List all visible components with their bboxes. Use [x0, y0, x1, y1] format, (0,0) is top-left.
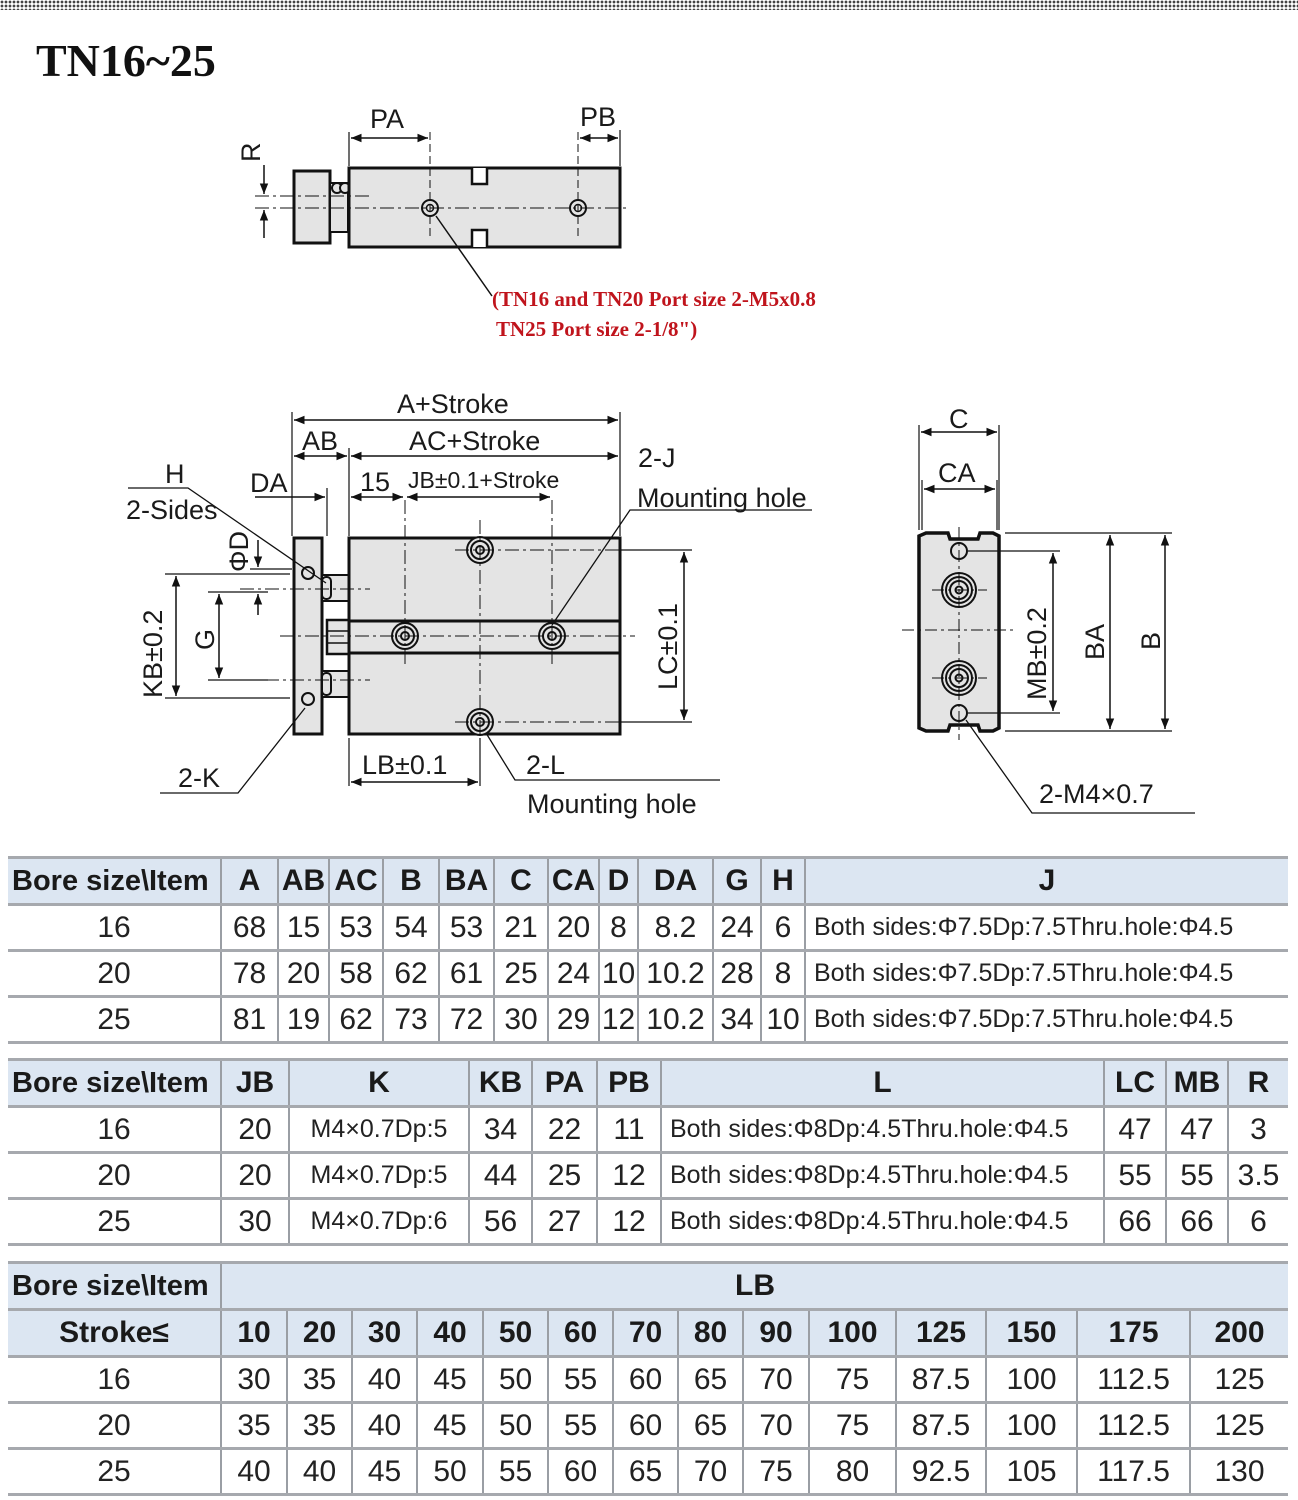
table-cell: 34 [713, 997, 761, 1043]
label-2-k: 2-K [178, 763, 221, 793]
table-cell: 54 [383, 905, 439, 951]
table-cell: 35 [221, 1403, 287, 1449]
column-header: B [383, 858, 439, 905]
stroke-header: 30 [352, 1310, 417, 1357]
table-cell: 55 [548, 1403, 613, 1449]
table-header-row [8, 1060, 1288, 1107]
table-cell: 125 [1190, 1403, 1288, 1449]
column-header: LC [1104, 1060, 1166, 1107]
bore-size-cell: 20 [8, 1153, 221, 1199]
column-header: K [289, 1060, 469, 1107]
table-cell: 47 [1166, 1107, 1228, 1153]
label-thread: 2-M4×0.7 [1039, 779, 1154, 809]
table-3-body [8, 1357, 1288, 1495]
table-cell: 21 [494, 905, 548, 951]
table-cell: 40 [287, 1449, 352, 1495]
column-header: KB [469, 1060, 532, 1107]
label-ab: AB [302, 426, 339, 456]
table-cell: 6 [1228, 1199, 1288, 1245]
label-2-sides: 2-Sides [126, 495, 218, 525]
table-row [8, 951, 1288, 997]
label-lb: LB±0.1 [362, 750, 448, 780]
column-header: G [713, 858, 761, 905]
table-row [8, 1357, 1288, 1403]
column-header: L [661, 1060, 1104, 1107]
table-cell: 40 [352, 1357, 417, 1403]
table-cell: 100 [986, 1357, 1077, 1403]
label-2-l: 2-L [526, 750, 566, 780]
table-cell: 55 [1166, 1153, 1228, 1199]
table-cell: Both sides:Φ7.5Dp:7.5Thru.hole:Φ4.5 [805, 905, 1288, 951]
table-group-header-row [8, 1263, 1288, 1310]
label-mounting-hole-j: Mounting hole [637, 483, 807, 513]
table-cell: 25 [532, 1153, 597, 1199]
label-phi-d: ΦD [224, 530, 254, 572]
table-cell: 62 [329, 997, 383, 1043]
label-lc: LC±0.1 [653, 603, 683, 690]
column-header: C [494, 858, 548, 905]
label-15: 15 [360, 467, 391, 497]
table-cell: 45 [417, 1403, 483, 1449]
table-cell: 34 [469, 1107, 532, 1153]
table-cell: Both sides:Φ7.5Dp:7.5Thru.hole:Φ4.5 [805, 997, 1288, 1043]
table-cell: 75 [809, 1357, 896, 1403]
label-mb: MB±0.2 [1022, 607, 1052, 700]
table-cell: 66 [1166, 1199, 1228, 1245]
column-header: JB [221, 1060, 289, 1107]
column-header: H [761, 858, 805, 905]
bore-size-cell: 20 [8, 951, 221, 997]
table-header-row [8, 858, 1288, 905]
stroke-header: 10 [221, 1310, 287, 1357]
stroke-header-row [8, 1310, 1288, 1357]
table-cell: 130 [1190, 1449, 1288, 1495]
label-r: R [236, 142, 266, 162]
table-cell: 44 [469, 1153, 532, 1199]
dimensions-table-2 [8, 1058, 1288, 1246]
table-cell: 60 [548, 1449, 613, 1495]
column-header: J [805, 858, 1288, 905]
label-da: DA [250, 468, 288, 498]
table-row [8, 1153, 1288, 1199]
stroke-header: 150 [986, 1310, 1077, 1357]
dimensions-table-1 [8, 856, 1288, 1044]
label-pa: PA [370, 104, 405, 134]
table-cell: 25 [494, 951, 548, 997]
table-cell: 30 [221, 1357, 287, 1403]
bore-size-cell: 16 [8, 905, 221, 951]
table-cell: 100 [986, 1403, 1077, 1449]
corner-header: Bore size\Item [8, 1263, 221, 1310]
table-cell: 11 [597, 1107, 661, 1153]
label-ac-stroke: AC+Stroke [409, 426, 541, 456]
table-cell: 66 [1104, 1199, 1166, 1245]
table-cell: 10 [599, 951, 638, 997]
table-cell: 72 [439, 997, 494, 1043]
label-ba: BA [1080, 623, 1110, 660]
stroke-header: 20 [287, 1310, 352, 1357]
table-cell: 45 [352, 1449, 417, 1495]
stroke-label: Stroke≤ [8, 1310, 221, 1357]
table-cell: 61 [439, 951, 494, 997]
column-header: DA [638, 858, 713, 905]
stroke-header: 90 [743, 1310, 809, 1357]
table-cell: 70 [743, 1357, 809, 1403]
bore-size-cell: 25 [8, 1449, 221, 1495]
table-cell: 20 [548, 905, 599, 951]
table-cell: 35 [287, 1403, 352, 1449]
table-2-body [8, 1107, 1288, 1245]
stroke-header: 70 [613, 1310, 678, 1357]
table-cell: M4×0.7Dp:5 [289, 1107, 469, 1153]
table-cell: 87.5 [896, 1357, 986, 1403]
table-row [8, 1449, 1288, 1495]
bore-size-cell: 25 [8, 1199, 221, 1245]
table-cell: 8.2 [638, 905, 713, 951]
table-cell: M4×0.7Dp:5 [289, 1153, 469, 1199]
bore-size-cell: 25 [8, 997, 221, 1043]
top-view-drawing [255, 130, 628, 296]
table-cell: Both sides:Φ7.5Dp:7.5Thru.hole:Φ4.5 [805, 951, 1288, 997]
table-cell: 112.5 [1077, 1357, 1190, 1403]
table-cell: Both sides:Φ8Dp:4.5Thru.hole:Φ4.5 [661, 1153, 1104, 1199]
table-cell: 125 [1190, 1357, 1288, 1403]
table-cell: 53 [329, 905, 383, 951]
table-cell: 70 [678, 1449, 743, 1495]
bore-size-cell: 16 [8, 1357, 221, 1403]
table-cell: 56 [469, 1199, 532, 1245]
table-cell: 30 [494, 997, 548, 1043]
label-2-j: 2-J [638, 443, 676, 473]
column-header: PA [532, 1060, 597, 1107]
stroke-header: 60 [548, 1310, 613, 1357]
column-header: AB [278, 858, 329, 905]
table-cell: 50 [483, 1357, 548, 1403]
table-cell: 29 [548, 997, 599, 1043]
table-row [8, 997, 1288, 1043]
table-cell: 62 [383, 951, 439, 997]
table-cell: M4×0.7Dp:6 [289, 1199, 469, 1245]
lb-group-header: LB [221, 1263, 1288, 1310]
table-cell: 55 [1104, 1153, 1166, 1199]
label-a-stroke: A+Stroke [397, 389, 509, 419]
table-cell: 53 [439, 905, 494, 951]
table-cell: 3 [1228, 1107, 1288, 1153]
table-1-body [8, 905, 1288, 1043]
table-cell: 8 [761, 951, 805, 997]
table-cell: 70 [743, 1403, 809, 1449]
table-cell: 81 [221, 997, 278, 1043]
table-cell: 10 [761, 997, 805, 1043]
table-cell: 12 [597, 1153, 661, 1199]
table-cell: 75 [743, 1449, 809, 1495]
table-cell: 35 [287, 1357, 352, 1403]
table-cell: 15 [278, 905, 329, 951]
table-cell: 112.5 [1077, 1403, 1190, 1449]
table-cell: 60 [613, 1357, 678, 1403]
label-mounting-hole-l: Mounting hole [527, 789, 697, 819]
column-header: CA [548, 858, 599, 905]
table-cell: 80 [809, 1449, 896, 1495]
table-cell: 87.5 [896, 1403, 986, 1449]
table-cell: 65 [613, 1449, 678, 1495]
column-header: A [221, 858, 278, 905]
column-header: Bore size\Item [8, 858, 221, 905]
label-jb-stroke: JB±0.1+Stroke [408, 467, 560, 493]
stroke-header: 200 [1190, 1310, 1288, 1357]
table-cell: 47 [1104, 1107, 1166, 1153]
table-cell: 92.5 [896, 1449, 986, 1495]
table-cell: Both sides:Φ8Dp:4.5Thru.hole:Φ4.5 [661, 1199, 1104, 1245]
label-b: B [1136, 631, 1166, 650]
table-cell: 28 [713, 951, 761, 997]
table-cell: 19 [278, 997, 329, 1043]
table-cell: 55 [548, 1357, 613, 1403]
table-cell: 20 [221, 1107, 289, 1153]
table-cell: 55 [483, 1449, 548, 1495]
label-kb: KB±0.2 [138, 609, 168, 698]
table-cell: 45 [417, 1357, 483, 1403]
label-h: H [165, 459, 185, 489]
label-ca: CA [938, 458, 976, 488]
table-row [8, 1199, 1288, 1245]
table-cell: 65 [678, 1403, 743, 1449]
table-cell: 27 [532, 1199, 597, 1245]
table-cell: 78 [221, 951, 278, 997]
stroke-header: 50 [483, 1310, 548, 1357]
stroke-header: 125 [896, 1310, 986, 1357]
table-cell: 8 [599, 905, 638, 951]
column-header: PB [597, 1060, 661, 1107]
table-cell: 40 [352, 1403, 417, 1449]
table-cell: 75 [809, 1403, 896, 1449]
table-cell: 22 [532, 1107, 597, 1153]
stroke-header: 100 [809, 1310, 896, 1357]
table-cell: 73 [383, 997, 439, 1043]
column-header: AC [329, 858, 383, 905]
bore-size-cell: 20 [8, 1403, 221, 1449]
table-cell: 65 [678, 1357, 743, 1403]
column-header: BA [439, 858, 494, 905]
column-header: Bore size\Item [8, 1060, 221, 1107]
stroke-header: 80 [678, 1310, 743, 1357]
table-cell: 30 [221, 1199, 289, 1245]
table-cell: 40 [221, 1449, 287, 1495]
table-cell: 24 [548, 951, 599, 997]
table-cell: Both sides:Φ8Dp:4.5Thru.hole:Φ4.5 [661, 1107, 1104, 1153]
table-cell: 10.2 [638, 951, 713, 997]
port-note-line2: TN25 Port size 2-1/8") [496, 317, 698, 341]
table-cell: 60 [613, 1403, 678, 1449]
stroke-header: 175 [1077, 1310, 1190, 1357]
page-title: TN16~25 [36, 35, 216, 86]
table-row [8, 1107, 1288, 1153]
table-cell: 68 [221, 905, 278, 951]
stroke-header: 40 [417, 1310, 483, 1357]
label-c: C [949, 404, 969, 434]
table-row [8, 905, 1288, 951]
label-pb: PB [580, 102, 617, 132]
table-cell: 50 [417, 1449, 483, 1495]
table-cell: 105 [986, 1449, 1077, 1495]
table-cell: 20 [278, 951, 329, 997]
lb-stroke-table [8, 1261, 1288, 1496]
table-cell: 12 [599, 997, 638, 1043]
label-g: G [190, 628, 220, 650]
column-header: MB [1166, 1060, 1228, 1107]
bore-size-cell: 16 [8, 1107, 221, 1153]
port-note-line1: (TN16 and TN20 Port size 2-M5x0.8 [492, 287, 816, 311]
table-cell: 58 [329, 951, 383, 997]
table-cell: 6 [761, 905, 805, 951]
table-cell: 20 [221, 1153, 289, 1199]
table-cell: 117.5 [1077, 1449, 1190, 1495]
table-cell: 12 [597, 1199, 661, 1245]
column-header: D [599, 858, 638, 905]
table-cell: 3.5 [1228, 1153, 1288, 1199]
table-cell: 50 [483, 1403, 548, 1449]
table-cell: 24 [713, 905, 761, 951]
column-header: R [1228, 1060, 1288, 1107]
table-row [8, 1403, 1288, 1449]
table-cell: 10.2 [638, 997, 713, 1043]
